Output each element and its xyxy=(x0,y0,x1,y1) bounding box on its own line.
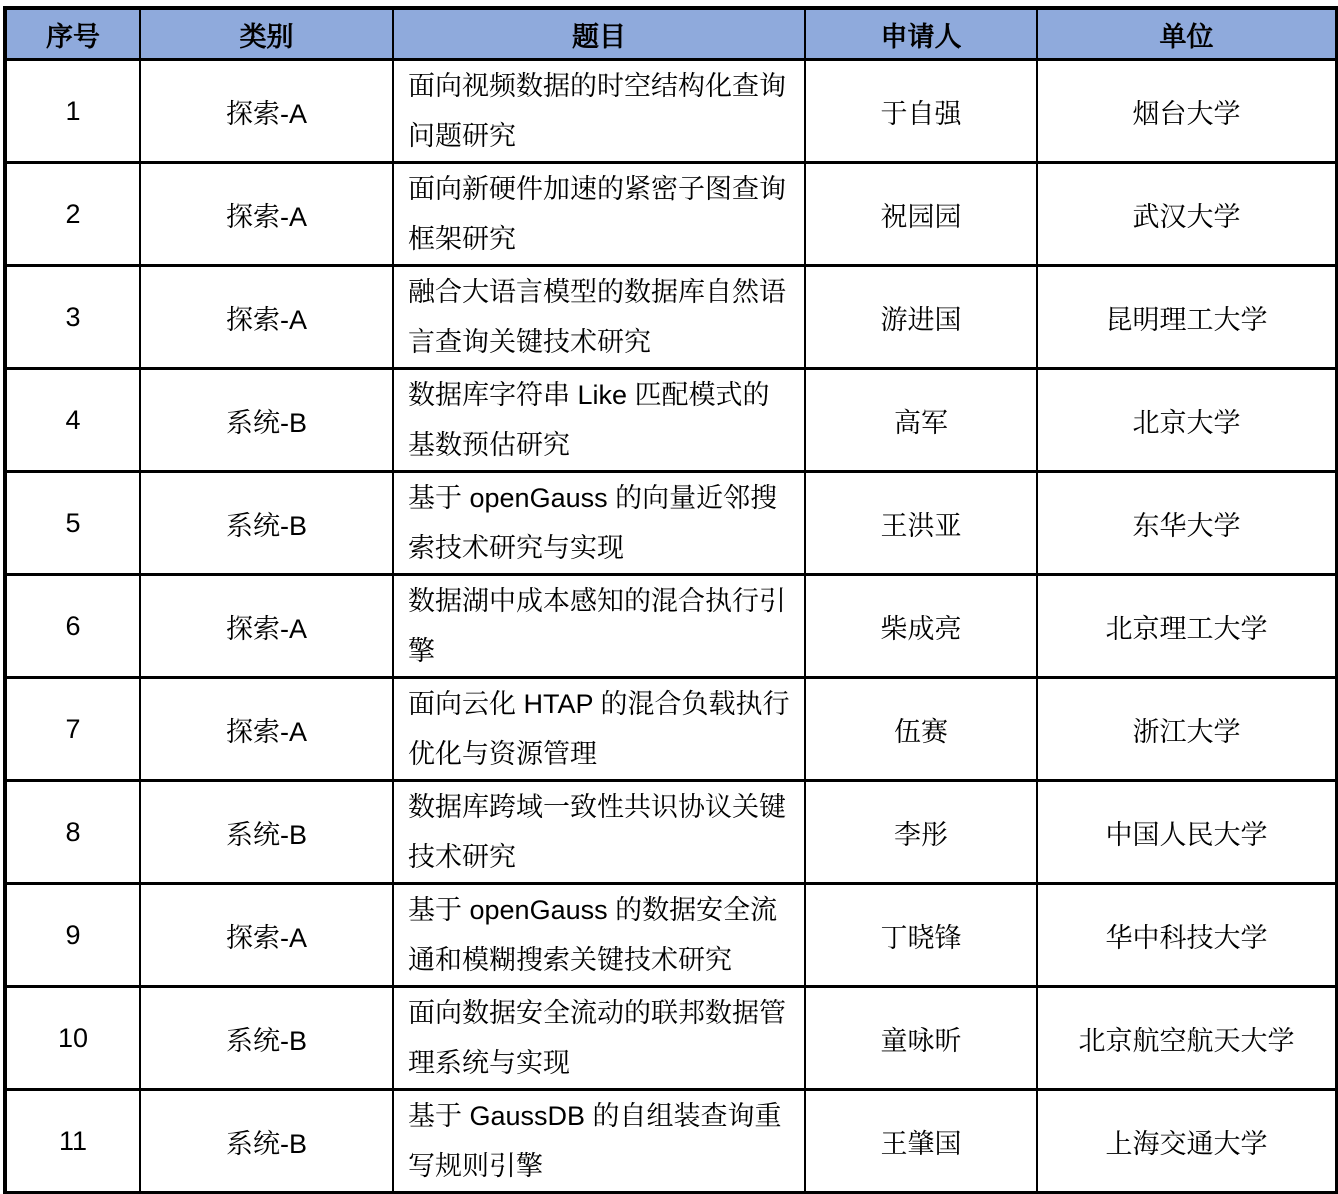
col-header-affiliation: 单位 xyxy=(1037,8,1337,60)
cell-applicant: 童咏昕 xyxy=(805,987,1037,1090)
cell-affiliation: 东华大学 xyxy=(1037,472,1337,575)
cell-affiliation: 浙江大学 xyxy=(1037,678,1337,781)
cell-title: 面向数据安全流动的联邦数据管理系统与实现 xyxy=(393,987,805,1090)
cell-no: 3 xyxy=(5,266,140,369)
table-row xyxy=(5,266,1337,369)
table-row xyxy=(5,472,1337,575)
col-header-category: 类别 xyxy=(140,8,393,60)
cell-applicant: 高军 xyxy=(805,369,1037,472)
cell-title: 融合大语言模型的数据库自然语言查询关键技术研究 xyxy=(393,266,805,369)
col-header-no: 序号 xyxy=(5,8,140,60)
cell-affiliation: 华中科技大学 xyxy=(1037,884,1337,987)
cell-category: 探索-A xyxy=(140,884,393,987)
table-row xyxy=(5,369,1337,472)
cell-no: 10 xyxy=(5,987,140,1090)
table-row xyxy=(5,987,1337,1090)
cell-no: 9 xyxy=(5,884,140,987)
cell-no: 11 xyxy=(5,1090,140,1194)
cell-no: 5 xyxy=(5,472,140,575)
table-row xyxy=(5,163,1337,266)
cell-affiliation: 北京大学 xyxy=(1037,369,1337,472)
projects-table xyxy=(3,6,1338,1194)
cell-no: 6 xyxy=(5,575,140,678)
table-header-row xyxy=(5,8,1337,60)
cell-title: 基于 openGauss 的数据安全流通和模糊搜索关键技术研究 xyxy=(393,884,805,987)
table-row xyxy=(5,575,1337,678)
table-row xyxy=(5,60,1337,163)
cell-applicant: 李彤 xyxy=(805,781,1037,884)
cell-affiliation: 中国人民大学 xyxy=(1037,781,1337,884)
col-header-applicant: 申请人 xyxy=(805,8,1037,60)
cell-category: 探索-A xyxy=(140,60,393,163)
cell-category: 探索-A xyxy=(140,575,393,678)
cell-category: 探索-A xyxy=(140,266,393,369)
cell-affiliation: 北京理工大学 xyxy=(1037,575,1337,678)
cell-category: 系统-B xyxy=(140,472,393,575)
cell-no: 7 xyxy=(5,678,140,781)
cell-applicant: 王洪亚 xyxy=(805,472,1037,575)
cell-applicant: 游进国 xyxy=(805,266,1037,369)
cell-title: 数据库跨域一致性共识协议关键技术研究 xyxy=(393,781,805,884)
cell-title: 数据湖中成本感知的混合执行引擎 xyxy=(393,575,805,678)
cell-no: 4 xyxy=(5,369,140,472)
cell-category: 系统-B xyxy=(140,1090,393,1194)
cell-affiliation: 上海交通大学 xyxy=(1037,1090,1337,1194)
cell-affiliation: 昆明理工大学 xyxy=(1037,266,1337,369)
cell-title: 基于 GaussDB 的自组装查询重写规则引擎 xyxy=(393,1090,805,1194)
cell-no: 2 xyxy=(5,163,140,266)
cell-affiliation: 烟台大学 xyxy=(1037,60,1337,163)
cell-title: 基于 openGauss 的向量近邻搜索技术研究与实现 xyxy=(393,472,805,575)
cell-category: 系统-B xyxy=(140,369,393,472)
cell-applicant: 丁晓锋 xyxy=(805,884,1037,987)
cell-applicant: 于自强 xyxy=(805,60,1037,163)
cell-title: 面向云化 HTAP 的混合负载执行优化与资源管理 xyxy=(393,678,805,781)
cell-no: 8 xyxy=(5,781,140,884)
cell-title: 数据库字符串 Like 匹配模式的基数预估研究 xyxy=(393,369,805,472)
table-row xyxy=(5,1090,1337,1194)
cell-category: 探索-A xyxy=(140,163,393,266)
cell-applicant: 柴成亮 xyxy=(805,575,1037,678)
cell-applicant: 伍赛 xyxy=(805,678,1037,781)
col-header-title: 题目 xyxy=(393,8,805,60)
table-row xyxy=(5,678,1337,781)
cell-category: 系统-B xyxy=(140,987,393,1090)
cell-affiliation: 北京航空航天大学 xyxy=(1037,987,1337,1090)
cell-affiliation: 武汉大学 xyxy=(1037,163,1337,266)
cell-no: 1 xyxy=(5,60,140,163)
table-row xyxy=(5,781,1337,884)
cell-category: 探索-A xyxy=(140,678,393,781)
cell-title: 面向新硬件加速的紧密子图查询框架研究 xyxy=(393,163,805,266)
cell-category: 系统-B xyxy=(140,781,393,884)
cell-applicant: 王肇国 xyxy=(805,1090,1037,1194)
cell-applicant: 祝园园 xyxy=(805,163,1037,266)
table-row xyxy=(5,884,1337,987)
cell-title: 面向视频数据的时空结构化查询问题研究 xyxy=(393,60,805,163)
